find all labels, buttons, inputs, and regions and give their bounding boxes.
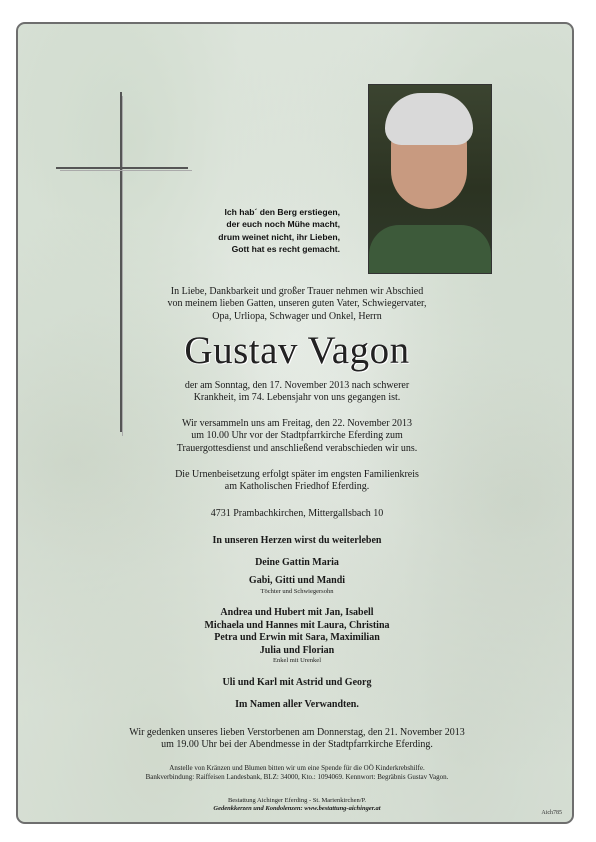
urn-line: Die Urnenbeisetzung erfolgt später im engsten Familienkreis	[175, 469, 419, 480]
children-note: Töchter und Schwiegersohn	[260, 587, 334, 595]
quote-line: der euch noch Mühe macht,	[226, 219, 340, 230]
relatives: Im Namen aller Verwandten.	[235, 699, 359, 710]
service-line: um 10.00 Uhr vor der Stadtpfarrkirche Eferding zum	[191, 430, 403, 442]
cross-bar-shadow	[60, 170, 192, 171]
urn-notice	[18, 469, 574, 494]
reference-code: Aich785	[541, 810, 562, 816]
service-notice	[18, 418, 574, 455]
obituary-card	[16, 22, 574, 824]
quote-line: drum weinet nicht, ihr Lieben,	[218, 231, 340, 242]
service-line: Trauergottesdienst und anschließend verabschieden wir uns.	[176, 442, 418, 454]
mass-notice	[18, 727, 574, 752]
quote-line: Gott hat es recht gemacht.	[231, 244, 340, 255]
address: 4731 Prambachkirchen, Mittergallsbach 10	[210, 508, 384, 519]
undertaker: Bestattung Aichinger Eferding - St. Marienkirchen/P.	[227, 797, 367, 804]
donation-line: Anstelle von Kränzen und Blumen bitten wir um eine Spende für die OÖ Kinderkrebshilfe.	[169, 764, 425, 772]
mass-line: Wir gedenken unseres lieben Verstorbenen am Donnerstag, den 21. November 2013	[129, 727, 465, 738]
service-line: Wir versammeln uns am Freitag, den 22. November 2013	[181, 418, 413, 429]
grandchildren-line: Michaela und Hannes mit Laura, Christina	[204, 619, 390, 631]
donation-line: Bankverbindung: Raiffeisen Landesbank, BLZ: 34000, Kto.: 1094069. Kennwort: Begräbnis Gustav Vagon.	[145, 773, 449, 781]
children-block	[18, 575, 574, 596]
death-line: der am Sonntag, den 17. November 2013 nach schwerer	[184, 380, 410, 391]
poem-quote	[18, 206, 340, 256]
intro-line: In Liebe, Dankbarkeit und großer Trauer nehmen wir Abschied	[170, 286, 424, 297]
grandchildren-line: Andrea und Hubert mit Jan, Isabell	[220, 607, 374, 618]
heart-line: In unseren Herzen wirst du weiterleben	[212, 535, 382, 546]
intro-line: Opa, Urliopa, Schwager und Onkel, Herrn	[212, 310, 382, 322]
donation-notice	[18, 764, 574, 782]
mass-line: um 19.00 Uhr bei der Abendmesse in der Stadtpfarrkirche Eferding.	[161, 739, 433, 751]
grandchildren-line: Julia und Florian	[259, 644, 335, 656]
wife: Deine Gattin Maria	[255, 557, 339, 568]
death-line: Krankheit, im 74. Lebensjahr von uns gegangen ist.	[193, 392, 401, 404]
undertaker-block	[18, 797, 574, 813]
intro-text	[18, 286, 574, 323]
quote-line: Ich hab´ den Berg erstiegen,	[224, 207, 340, 217]
deceased-name: Gustav Vagon	[184, 329, 410, 372]
intro-line: von meinem lieben Gatten, unseren guten Vater, Schwiegervater,	[167, 298, 427, 310]
grandchildren-line: Petra und Erwin mit Sara, Maximilian	[214, 632, 380, 643]
condolences: Gedenkkerzen und Kondolenzen: www.bestattung-aichinger.at	[213, 805, 381, 812]
death-notice	[18, 380, 574, 405]
siblings: Uli und Karl mit Astrid und Georg	[222, 677, 372, 688]
children: Gabi, Gitti und Mandi	[248, 575, 346, 586]
urn-line: am Katholischen Friedhof Eferding.	[224, 481, 370, 493]
grandchildren-note: Enkel mit Urenkel	[272, 657, 321, 664]
cross-bar	[56, 167, 188, 169]
portrait-photo	[368, 84, 492, 274]
grandchildren-block	[18, 607, 574, 665]
